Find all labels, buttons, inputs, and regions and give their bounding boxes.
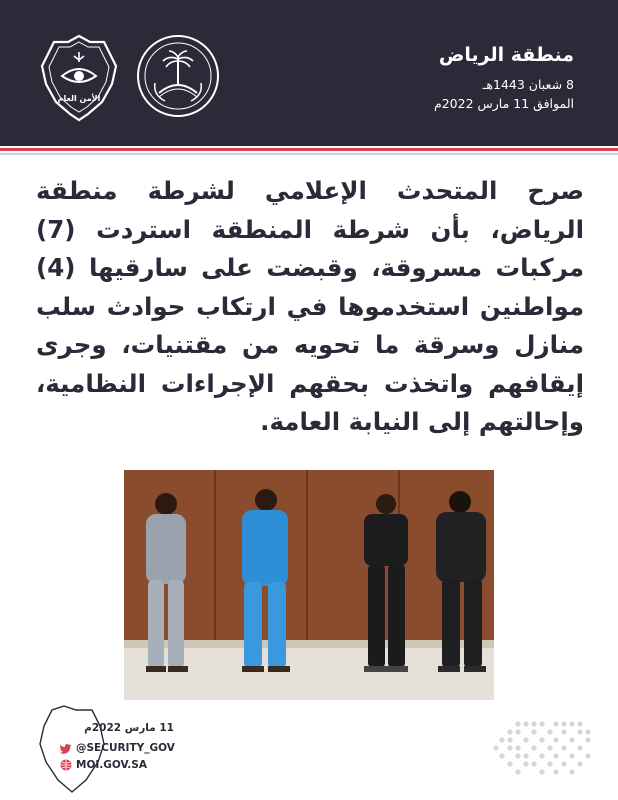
suspect-figure: [242, 489, 290, 672]
region-title: منطقة الرياض: [438, 44, 574, 66]
suspect-figure: [146, 493, 188, 672]
dotted-pattern-decoration: [488, 716, 594, 776]
header-divider: [0, 146, 618, 158]
photo-suspects: [124, 470, 494, 700]
globe-icon: [60, 759, 72, 771]
press-statement: صرح المتحدث الإعلامي لشرطة منطقة الرياض، بأن شرطة المنطقة استردت (7) مركبات مسروقة، وقبضت على سارقيها (4) مواطنين استخدموها في ارتكاب حوادث سلب منازل وسرقة ما تحويه من مقتنيات، وجرى إيقافهم واتخذت بحقهم الإجراءات النظامية، وإحالتهم إلى النيابة العامة.: [36, 176, 584, 436]
website-row[interactable]: [60, 758, 147, 772]
twitter-handle-row[interactable]: [60, 741, 175, 755]
badge-label: الأمن العام: [57, 94, 101, 103]
footer-date: 11 مارس 2022م: [84, 722, 174, 734]
suspects-figures: [124, 470, 494, 700]
twitter-icon: [60, 742, 72, 754]
red-divider-line: [0, 148, 618, 151]
header-banner: [0, 0, 618, 146]
public-security-badge-icon: [38, 32, 120, 124]
twitter-handle: @SECURITY_GOV: [76, 742, 175, 754]
grey-divider-line: [0, 153, 618, 155]
ministry-emblem-icon: [137, 35, 219, 117]
suspect-figure: [436, 491, 486, 672]
date-hijri: 8 شعبان 1443هـ: [482, 77, 574, 92]
suspect-figure: [364, 494, 408, 672]
date-gregorian: الموافق 11 مارس 2022م: [433, 96, 574, 111]
website-url: MOI.GOV.SA: [76, 759, 147, 771]
